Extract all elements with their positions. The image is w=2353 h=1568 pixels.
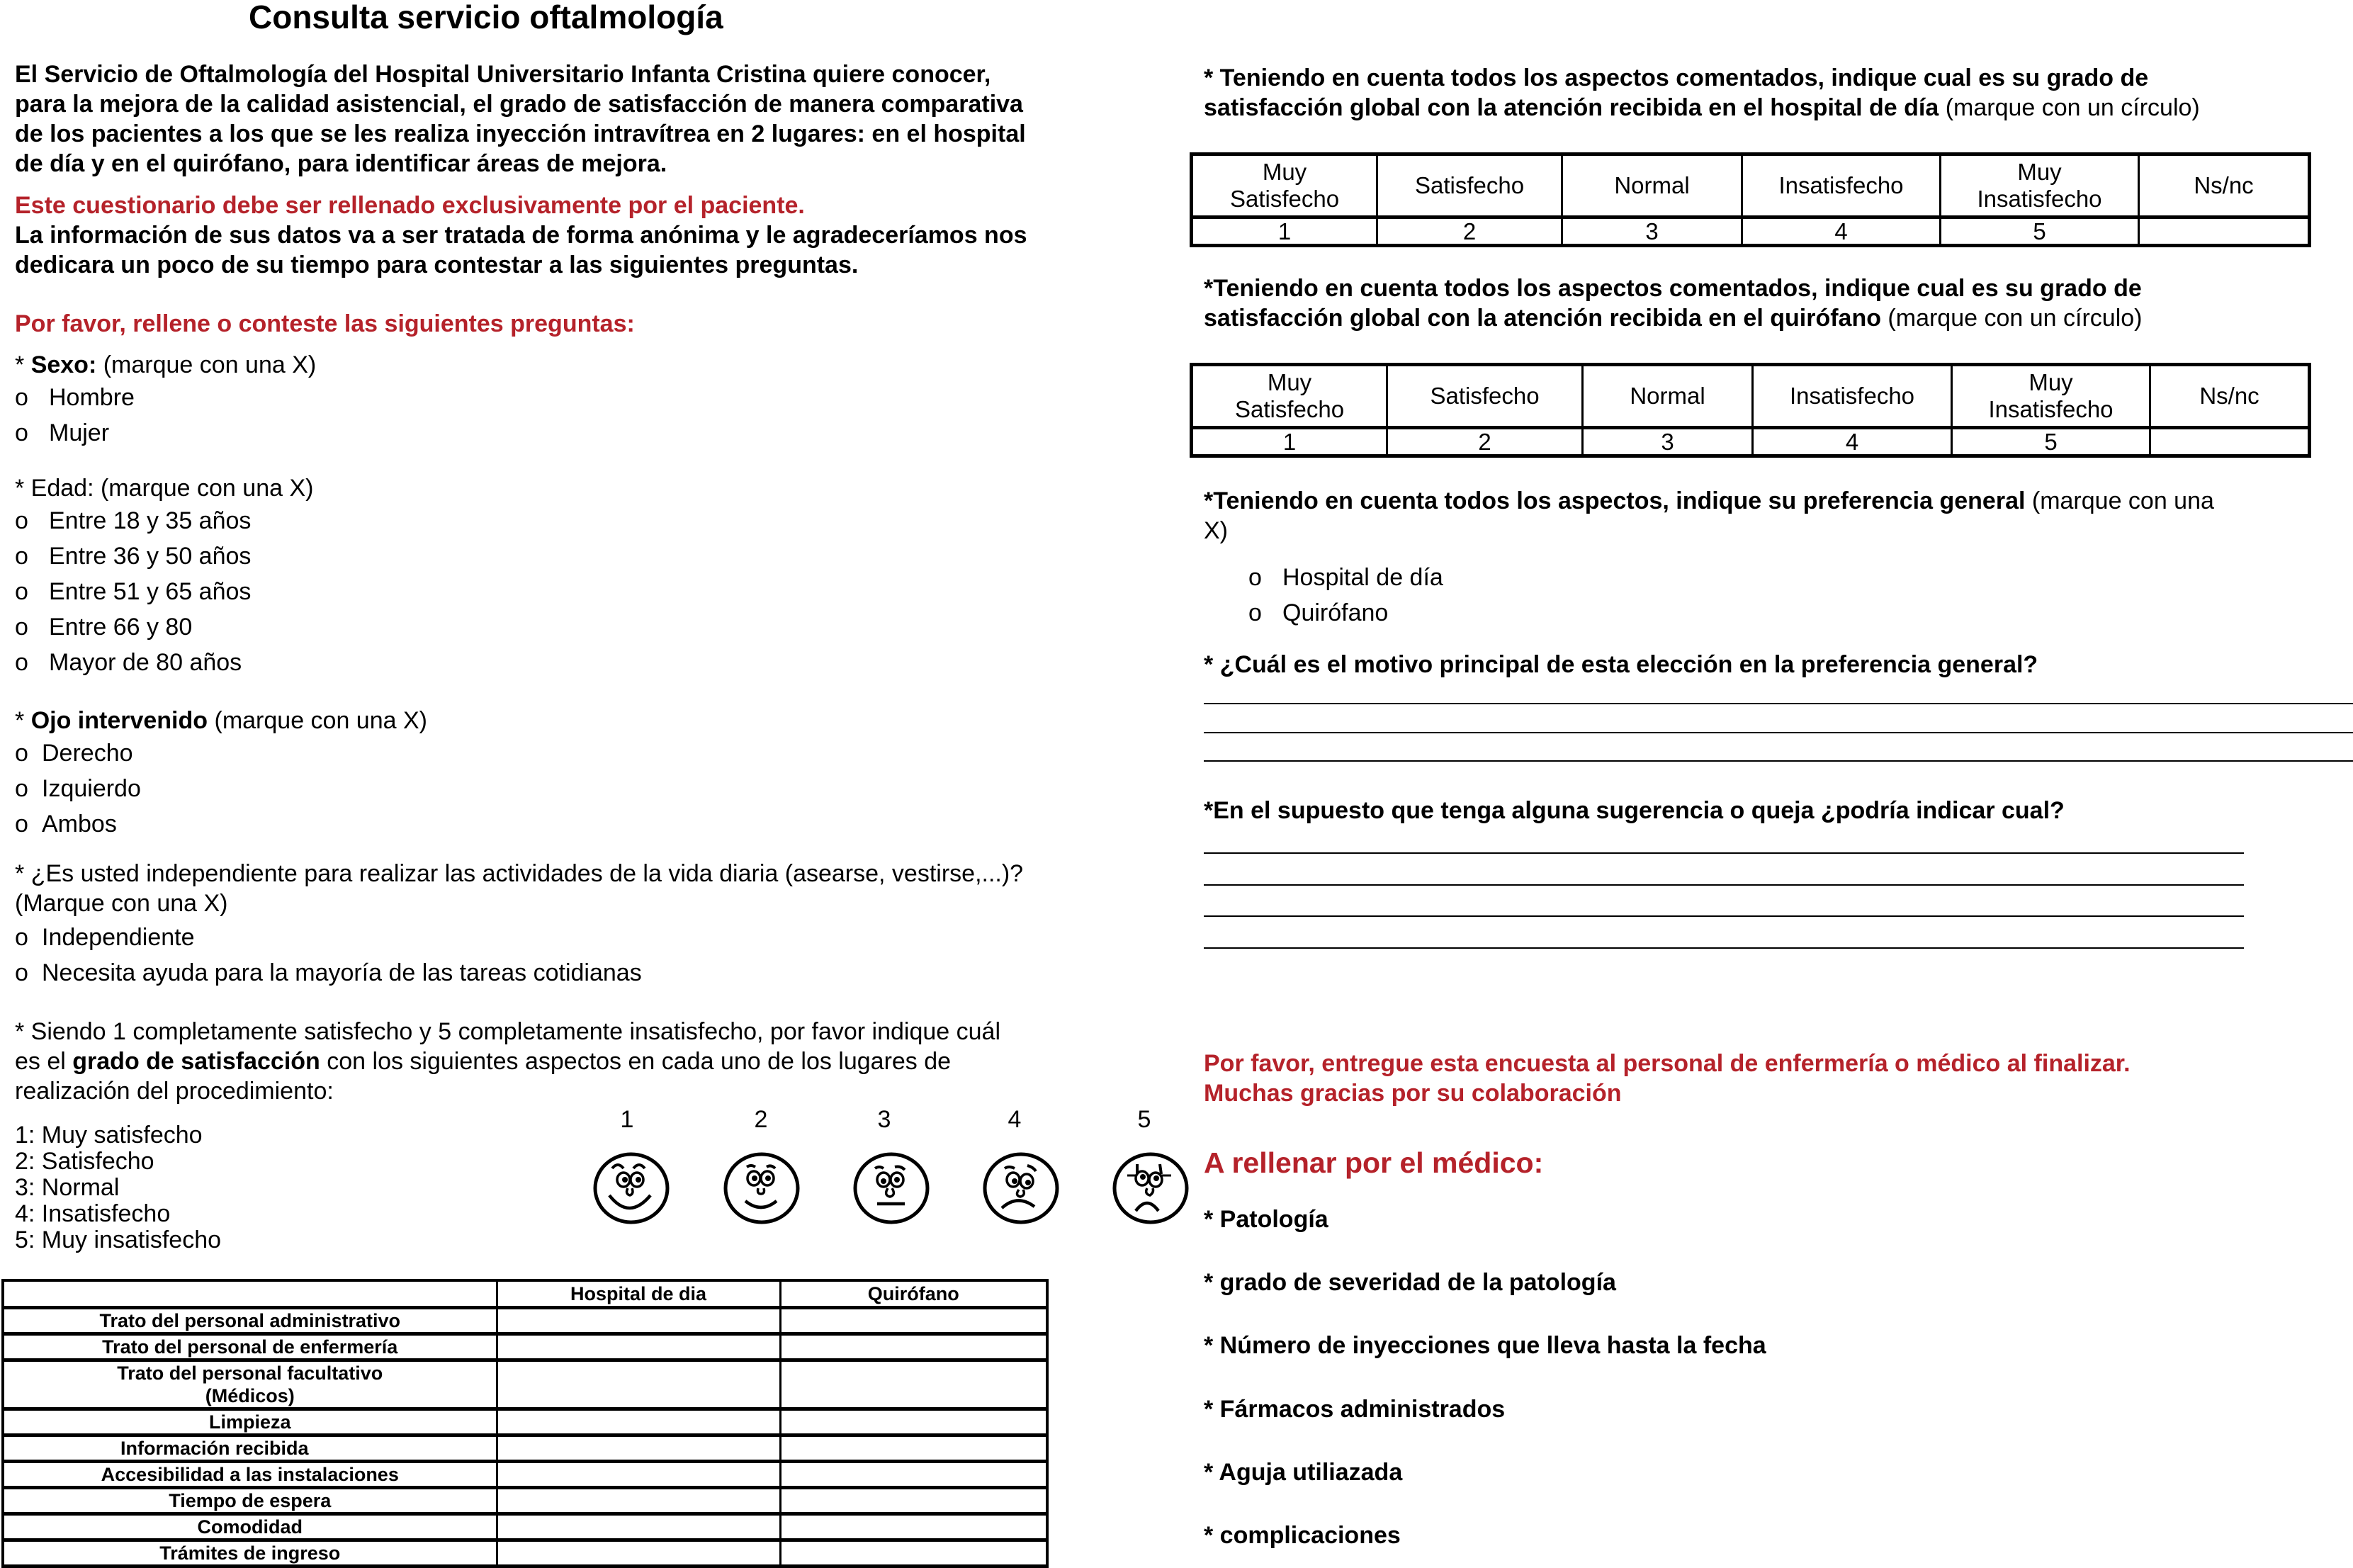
question-label xyxy=(15,350,316,380)
intro-line: para la mejora de la calidad asistencial, el grado de satisfacción de manera comparativa xyxy=(15,91,1023,118)
intro-line: de día y en el quirófano, para identificar áreas de mejora. xyxy=(15,150,667,177)
rating-cell-quirofano[interactable] xyxy=(780,1436,1047,1462)
rating-value-4[interactable]: 4 xyxy=(1742,218,1941,246)
option-mujer[interactable] xyxy=(15,415,316,451)
rating-label-satisfecho[interactable]: Satisfecho xyxy=(1377,154,1562,218)
table-row xyxy=(3,1334,1047,1360)
question-global-hospital-dia xyxy=(1204,63,2200,123)
question-hint: (marque con un círculo) xyxy=(1939,94,2200,121)
checkbox-bullet[interactable]: o xyxy=(15,649,28,676)
question-edad xyxy=(15,473,313,680)
table-row xyxy=(3,1409,1047,1436)
sugerencia-answer-line[interactable] xyxy=(1204,915,2244,917)
rating-cell-hospital-dia[interactable] xyxy=(497,1436,780,1462)
aspect-label: Trato del personal de enfermería xyxy=(3,1334,497,1360)
global-hospital-rating-table xyxy=(1190,152,2311,247)
column-header-hospital-dia: Hospital de dia xyxy=(497,1280,780,1308)
very-happy-face-icon xyxy=(592,1151,670,1225)
option-label: Necesita ayuda para la mayoría de las tareas cotidianas xyxy=(42,959,642,986)
aspect-label: Trato del personal administrativo xyxy=(3,1308,497,1334)
rating-value-2[interactable]: 2 xyxy=(1387,428,1583,456)
anonymity-line: La información de sus datos va a ser tratada de forma anónima y le agradeceríamos nos xyxy=(15,222,1027,249)
table-row xyxy=(3,1436,1047,1462)
very-sad-face-icon xyxy=(1112,1151,1190,1225)
question-title: Sexo: xyxy=(30,351,97,378)
satisfaction-scale-legend xyxy=(15,1122,221,1253)
rating-cell-hospital-dia[interactable] xyxy=(497,1409,780,1436)
aspect-label: Limpieza xyxy=(3,1409,497,1436)
question-line xyxy=(15,1047,1000,1076)
doctor-field-severidad: * grado de severidad de la patología xyxy=(1204,1269,1616,1296)
question-line: * Siendo 1 completamente satisfecho y 5 completamente insatisfecho, por favor indique cuál xyxy=(15,1018,1001,1045)
rating-cell-quirofano[interactable] xyxy=(780,1360,1047,1409)
rating-cell-quirofano[interactable] xyxy=(780,1334,1047,1360)
question-hint: (marque con un círculo) xyxy=(1880,305,2143,332)
option-independiente[interactable] xyxy=(15,920,1023,955)
rating-labels-row xyxy=(1192,154,2310,218)
anonymity-line: dedicara un poco de su tiempo para contestar a las siguientes preguntas. xyxy=(15,252,859,278)
sad-face-icon xyxy=(982,1151,1060,1225)
global-quirofano-rating-table xyxy=(1190,363,2311,458)
question-hint: (Marque con una X) xyxy=(15,890,228,917)
question-hint: (marque con una xyxy=(2025,487,2214,514)
rating-label-insatisfecho[interactable]: Insatisfecho xyxy=(1753,365,1952,428)
option-label: Mayor de 80 años xyxy=(49,649,242,676)
preferencia-options xyxy=(1248,560,1443,631)
aspect-label-line: Trato del personal facultativo xyxy=(117,1363,383,1384)
motivo-answer-line[interactable] xyxy=(1204,732,2353,733)
rating-label-line: Insatisfecho xyxy=(1977,186,2102,212)
rating-value-5[interactable]: 5 xyxy=(1952,428,2150,456)
option-label: Quirófano xyxy=(1282,599,1389,626)
sugerencia-answer-line[interactable] xyxy=(1204,852,2244,854)
checkbox-bullet[interactable]: o xyxy=(15,775,28,802)
text-fragment: con los siguientes aspectos en cada uno de los lugares de xyxy=(320,1048,952,1075)
doctor-field-farmacos: * Fármacos administrados xyxy=(1204,1396,1506,1423)
aspect-label: Tiempo de espera xyxy=(3,1488,497,1514)
checkbox-bullet[interactable]: o xyxy=(15,959,28,986)
rating-values-row xyxy=(1192,218,2310,246)
question-label xyxy=(15,706,427,735)
question-global-quirofano xyxy=(1204,273,2142,333)
aspect-label-line: (Médicos) xyxy=(205,1385,295,1406)
question-asterisk: * xyxy=(15,707,31,734)
question-preferencia xyxy=(1204,486,2214,546)
motivo-answer-line[interactable] xyxy=(1204,760,2353,762)
aspect-label: Trámites de ingreso xyxy=(3,1540,497,1567)
option-label: Hospital de día xyxy=(1282,564,1443,591)
rating-label-satisfecho[interactable]: Satisfecho xyxy=(1387,365,1583,428)
doctor-field-aguja: * Aguja utiliazada xyxy=(1204,1459,1403,1486)
patient-only-notice: Este cuestionario debe ser rellenado exclusivamente por el paciente. xyxy=(15,192,805,219)
sugerencia-answer-line[interactable] xyxy=(1204,884,2244,886)
checkbox-bullet[interactable]: o xyxy=(1248,599,1262,626)
motivo-answer-line[interactable] xyxy=(1204,703,2353,704)
checkbox-bullet[interactable]: o xyxy=(15,419,28,446)
option-label: Izquierdo xyxy=(42,775,141,802)
table-row xyxy=(3,1360,1047,1409)
option-edad-51-65[interactable] xyxy=(15,574,313,609)
checkbox-bullet[interactable]: o xyxy=(15,924,28,951)
option-hospital-dia[interactable] xyxy=(1248,560,1443,595)
rating-label-line: Muy xyxy=(1262,159,1307,185)
rating-label-muy-satisfecho[interactable] xyxy=(1192,365,1387,428)
option-edad-36-50[interactable] xyxy=(15,538,313,574)
scale-legend-item: 1: Muy satisfecho xyxy=(15,1122,203,1149)
scale-legend-item: 2: Satisfecho xyxy=(15,1148,154,1175)
rating-label-line: Muy xyxy=(1267,369,1312,395)
option-label: Entre 18 y 35 años xyxy=(49,507,252,534)
checkbox-bullet[interactable]: o xyxy=(15,384,28,411)
option-izquierdo[interactable] xyxy=(15,771,427,806)
aspect-label xyxy=(3,1360,497,1409)
rating-cell-quirofano[interactable] xyxy=(780,1540,1047,1567)
rating-cell-hospital-dia[interactable] xyxy=(497,1360,780,1409)
column-header-quirofano: Quirófano xyxy=(780,1280,1047,1308)
rating-cell-quirofano[interactable] xyxy=(780,1462,1047,1488)
rating-label-line: Muy xyxy=(2028,369,2073,395)
rating-label-line: Satisfecho xyxy=(1229,186,1340,212)
table-row xyxy=(3,1540,1047,1567)
question-title: Ojo intervenido xyxy=(30,707,208,734)
rating-value-ns-nc[interactable] xyxy=(2139,218,2310,246)
rating-label-normal[interactable]: Normal xyxy=(1562,154,1742,218)
rating-label-insatisfecho[interactable]: Insatisfecho xyxy=(1742,154,1941,218)
rating-cell-hospital-dia[interactable] xyxy=(497,1514,780,1540)
question-grado-satisfaccion xyxy=(15,1017,1000,1106)
rating-label-line: Satisfecho xyxy=(1234,396,1345,422)
scale-legend-item: 5: Muy insatisfecho xyxy=(15,1226,222,1253)
question-label: * ¿Es usted independiente para realizar las actividades de la vida diaria (asearse, vestirse,...)? xyxy=(15,860,1024,887)
scale-legend-item: 3: Normal xyxy=(15,1174,120,1201)
face-number-2: 2 xyxy=(754,1106,768,1133)
rating-label-muy-satisfecho[interactable] xyxy=(1192,154,1377,218)
anonymity-notice xyxy=(15,220,1027,280)
checkbox-bullet[interactable]: o xyxy=(15,614,28,641)
face-number-4: 4 xyxy=(1008,1106,1022,1133)
text-fragment-bold: *Teniendo en cuenta todos los aspectos, indique su preferencia general xyxy=(1204,487,2026,514)
checkbox-bullet[interactable]: o xyxy=(15,507,28,534)
table-row xyxy=(3,1514,1047,1540)
question-sugerencia: *En el supuesto que tenga alguna sugerencia o queja ¿podría indicar cual? xyxy=(1204,797,2065,824)
rating-cell-quirofano[interactable] xyxy=(780,1308,1047,1334)
rating-cell-quirofano[interactable] xyxy=(780,1488,1047,1514)
table-row xyxy=(3,1462,1047,1488)
rating-value-ns-nc[interactable] xyxy=(2150,428,2310,456)
rating-values-row xyxy=(1192,428,2310,456)
question-independiente xyxy=(15,859,1023,991)
option-quirofano[interactable] xyxy=(1248,595,1443,631)
rating-value-2[interactable]: 2 xyxy=(1377,218,1562,246)
rating-value-3[interactable]: 3 xyxy=(1562,218,1742,246)
rating-cell-hospital-dia[interactable] xyxy=(497,1462,780,1488)
closing-message xyxy=(1204,1049,2131,1108)
column-header-aspect xyxy=(3,1280,497,1308)
intro-line: de los pacientes a los que se les realiza inyección intravítrea en 2 lugares: en el hospital xyxy=(15,120,1026,147)
rating-labels-row xyxy=(1192,365,2310,428)
closing-line: Muchas gracias por su colaboración xyxy=(1204,1080,1622,1107)
rating-label-line: Muy xyxy=(2017,159,2062,185)
checkbox-bullet[interactable]: o xyxy=(15,740,28,767)
rating-cell-hospital-dia[interactable] xyxy=(497,1334,780,1360)
option-edad-18-35[interactable] xyxy=(15,503,313,538)
question-line: realización del procedimiento: xyxy=(15,1078,334,1105)
rating-label-line: Insatisfecho xyxy=(1988,396,2114,422)
face-number-3: 3 xyxy=(877,1106,891,1133)
scale-legend-item: 4: Insatisfecho xyxy=(15,1200,171,1227)
question-line: * Teniendo en cuenta todos los aspectos comentados, indique cual es su grado de xyxy=(1204,64,2149,91)
option-label: Hombre xyxy=(49,384,135,411)
text-fragment-bold: satisfacción global con la atención recibida en el quirófano xyxy=(1204,305,1881,332)
option-hombre[interactable] xyxy=(15,380,316,415)
aspect-label: Información recibida xyxy=(3,1436,497,1462)
rating-label-ns-nc[interactable]: Ns/nc xyxy=(2150,365,2310,428)
question-line: *Teniendo en cuenta todos los aspectos comentados, indique cual es su grado de xyxy=(1204,275,2142,302)
doctor-field-patologia: * Patología xyxy=(1204,1206,1328,1233)
option-ambos[interactable] xyxy=(15,806,427,842)
option-label: Independiente xyxy=(42,924,195,951)
doctor-section-heading: A rellenar por el médico: xyxy=(1204,1146,1544,1179)
sugerencia-answer-line[interactable] xyxy=(1204,947,2244,949)
rating-value-4[interactable]: 4 xyxy=(1753,428,1952,456)
checkbox-bullet[interactable]: o xyxy=(15,543,28,570)
aspect-label: Accesibilidad a las instalaciones xyxy=(3,1462,497,1488)
instructions-heading: Por favor, rellene o conteste las siguientes preguntas: xyxy=(15,310,635,337)
face-number-1: 1 xyxy=(620,1106,634,1133)
checkbox-bullet[interactable]: o xyxy=(1248,564,1262,591)
option-label: Mujer xyxy=(49,419,110,446)
neutral-face-icon xyxy=(852,1151,930,1225)
option-label: Entre 36 y 50 años xyxy=(49,543,252,570)
table-row xyxy=(3,1308,1047,1334)
table-header-row xyxy=(3,1280,1047,1308)
rating-label-muy-insatisfecho[interactable] xyxy=(1941,154,2139,218)
table-row xyxy=(3,1488,1047,1514)
rating-value-5[interactable]: 5 xyxy=(1941,218,2139,246)
option-derecho[interactable] xyxy=(15,735,427,771)
rating-value-1[interactable]: 1 xyxy=(1192,218,1377,246)
text-fragment-bold: satisfacción global con la atención recibida en el hospital de día xyxy=(1204,94,1939,121)
rating-label-normal[interactable]: Normal xyxy=(1583,365,1753,428)
question-line xyxy=(1204,486,2214,516)
face-number-5: 5 xyxy=(1137,1106,1151,1133)
question-line: X) xyxy=(1204,517,1228,544)
text-fragment: es el xyxy=(15,1048,73,1075)
intro-paragraph xyxy=(15,60,1026,179)
rating-cell-hospital-dia[interactable] xyxy=(497,1540,780,1567)
question-asterisk: * xyxy=(15,351,31,378)
happy-face-icon xyxy=(723,1151,801,1225)
question-hint: (marque con una X) xyxy=(96,351,317,378)
question-label: * Edad: (marque con una X) xyxy=(15,475,314,502)
question-sexo xyxy=(15,350,316,451)
rating-cell-hospital-dia[interactable] xyxy=(497,1488,780,1514)
option-necesita-ayuda[interactable] xyxy=(15,955,1023,991)
rating-value-1[interactable]: 1 xyxy=(1192,428,1387,456)
option-label: Derecho xyxy=(42,740,133,767)
question-ojo xyxy=(15,706,427,842)
checkbox-bullet[interactable]: o xyxy=(15,578,28,605)
option-label: Ambos xyxy=(42,811,117,837)
rating-label-ns-nc[interactable]: Ns/nc xyxy=(2139,154,2310,218)
option-label: Entre 51 y 65 años xyxy=(49,578,252,605)
checkbox-bullet[interactable]: o xyxy=(15,811,28,837)
rating-label-muy-insatisfecho[interactable] xyxy=(1952,365,2150,428)
rating-value-3[interactable]: 3 xyxy=(1583,428,1753,456)
question-hint: (marque con una X) xyxy=(208,707,427,734)
aspects-rating-table xyxy=(1,1279,1049,1568)
intro-line: El Servicio de Oftalmología del Hospital Universitario Infanta Cristina quiere conocer, xyxy=(15,61,991,88)
option-edad-mayor-80[interactable] xyxy=(15,645,313,680)
page-title: Consulta servicio oftalmología xyxy=(249,0,723,35)
rating-cell-quirofano[interactable] xyxy=(780,1514,1047,1540)
doctor-field-numero-inyecciones: * Número de inyecciones que lleva hasta la fecha xyxy=(1204,1332,1766,1359)
rating-cell-hospital-dia[interactable] xyxy=(497,1308,780,1334)
rating-cell-quirofano[interactable] xyxy=(780,1409,1047,1436)
option-edad-66-80[interactable] xyxy=(15,609,313,645)
question-line xyxy=(1204,303,2142,333)
closing-line: Por favor, entregue esta encuesta al personal de enfermería o médico al finalizar. xyxy=(1204,1050,2131,1077)
option-label: Entre 66 y 80 xyxy=(49,614,193,641)
aspect-label: Comodidad xyxy=(3,1514,497,1540)
text-fragment-bold: grado de satisfacción xyxy=(72,1048,320,1075)
question-line xyxy=(1204,93,2200,123)
doctor-field-complicaciones: * complicaciones xyxy=(1204,1522,1401,1549)
question-motivo: * ¿Cuál es el motivo principal de esta elección en la preferencia general? xyxy=(1204,651,2038,678)
